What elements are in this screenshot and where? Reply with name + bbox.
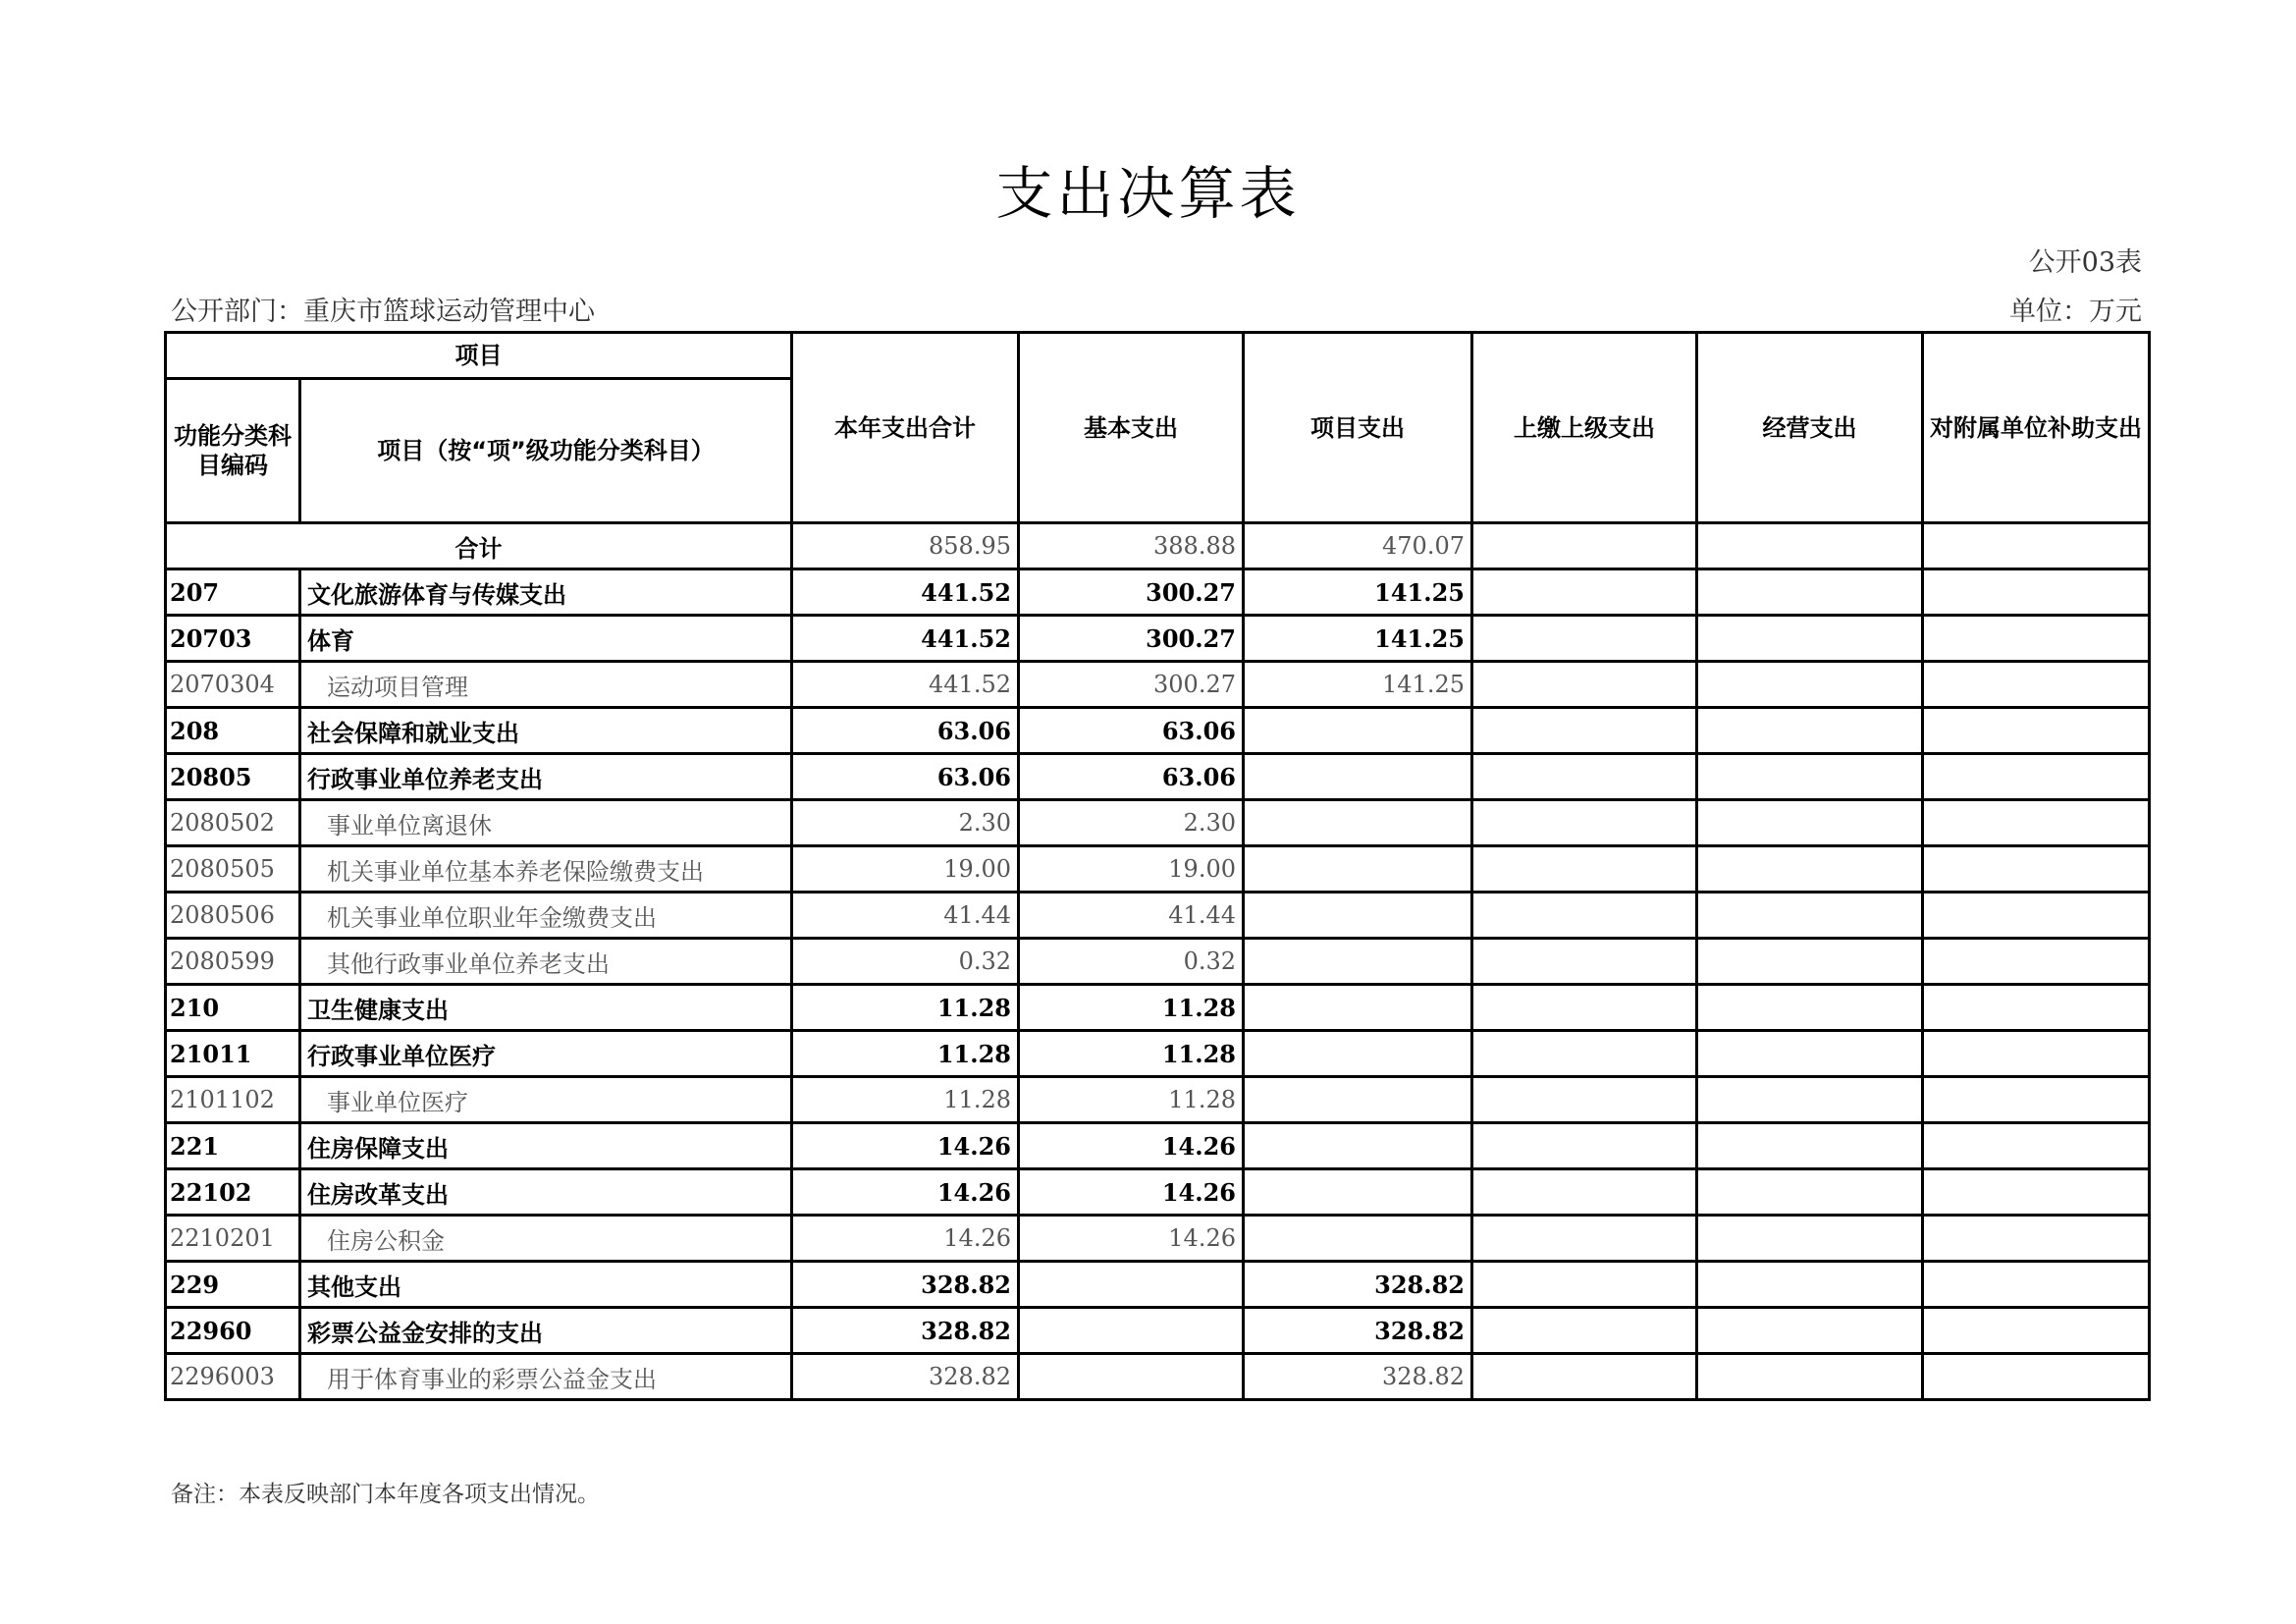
basic-cell: 388.88 [1019, 523, 1244, 569]
table-row [166, 1308, 2150, 1354]
total-cell: 63.06 [792, 754, 1019, 800]
business-cell [1697, 1077, 1923, 1123]
table-row [166, 1077, 2150, 1123]
subsidy-cell [1923, 939, 2150, 985]
project-cell: 470.07 [1244, 523, 1472, 569]
basic-cell: 11.28 [1019, 985, 1244, 1031]
name-cell: 住房改革支出 [300, 1169, 792, 1216]
upper-cell [1472, 1123, 1697, 1169]
project-cell: 141.25 [1244, 662, 1472, 708]
table-row [166, 846, 2150, 893]
total-row [166, 523, 2150, 569]
code-cell: 21011 [166, 1031, 300, 1077]
subsidy-cell [1923, 1216, 2150, 1262]
business-cell [1697, 1308, 1923, 1354]
subsidy-cell [1923, 662, 2150, 708]
business-cell [1697, 846, 1923, 893]
project-cell [1244, 1031, 1472, 1077]
name-cell: 文化旅游体育与传媒支出 [300, 569, 792, 616]
table-row [166, 616, 2150, 662]
name-cell: 住房保障支出 [300, 1123, 792, 1169]
total-cell: 63.06 [792, 708, 1019, 754]
basic-cell: 14.26 [1019, 1169, 1244, 1216]
business-cell [1697, 662, 1923, 708]
total-cell: 441.52 [792, 616, 1019, 662]
business-cell [1697, 800, 1923, 846]
upper-cell [1472, 662, 1697, 708]
basic-cell: 63.06 [1019, 754, 1244, 800]
code-cell: 221 [166, 1123, 300, 1169]
form-number: 公开03表 [2028, 247, 2142, 278]
upper-cell [1472, 893, 1697, 939]
code-cell: 22960 [166, 1308, 300, 1354]
header-business: 经营支出 [1697, 333, 1923, 523]
total-cell: 11.28 [792, 985, 1019, 1031]
name-cell: 用于体育事业的彩票公益金支出 [300, 1354, 792, 1400]
table-row [166, 800, 2150, 846]
total-cell: 858.95 [792, 523, 1019, 569]
business-cell [1697, 754, 1923, 800]
basic-cell: 2.30 [1019, 800, 1244, 846]
total-cell: 328.82 [792, 1308, 1019, 1354]
project-cell [1244, 985, 1472, 1031]
table-row [166, 1262, 2150, 1308]
name-cell: 事业单位离退休 [300, 800, 792, 846]
upper-cell [1472, 1031, 1697, 1077]
business-cell [1697, 569, 1923, 616]
table-row [166, 569, 2150, 616]
project-cell [1244, 1216, 1472, 1262]
subsidy-cell [1923, 616, 2150, 662]
project-cell: 141.25 [1244, 616, 1472, 662]
total-cell: 328.82 [792, 1354, 1019, 1400]
project-cell [1244, 893, 1472, 939]
business-cell [1697, 1031, 1923, 1077]
name-cell: 行政事业单位养老支出 [300, 754, 792, 800]
basic-cell [1019, 1262, 1244, 1308]
business-cell [1697, 985, 1923, 1031]
upper-cell [1472, 1308, 1697, 1354]
business-cell [1697, 1262, 1923, 1308]
table-row [166, 939, 2150, 985]
basic-cell: 300.27 [1019, 662, 1244, 708]
total-cell: 0.32 [792, 939, 1019, 985]
header-name: 项目（按“项”级功能分类科目） [300, 379, 792, 523]
name-cell: 其他行政事业单位养老支出 [300, 939, 792, 985]
upper-cell [1472, 569, 1697, 616]
header-total: 本年支出合计 [792, 333, 1019, 523]
name-cell: 行政事业单位医疗 [300, 1031, 792, 1077]
name-cell: 社会保障和就业支出 [300, 708, 792, 754]
subsidy-cell [1923, 1123, 2150, 1169]
subsidy-cell [1923, 846, 2150, 893]
basic-cell: 63.06 [1019, 708, 1244, 754]
table-row [166, 1169, 2150, 1216]
project-cell [1244, 846, 1472, 893]
upper-cell [1472, 523, 1697, 569]
subsidy-cell [1923, 569, 2150, 616]
code-cell: 2101102 [166, 1077, 300, 1123]
upper-cell [1472, 985, 1697, 1031]
basic-cell: 11.28 [1019, 1077, 1244, 1123]
department-label: 公开部门：重庆市篮球运动管理中心 [171, 297, 595, 327]
code-cell: 2210201 [166, 1216, 300, 1262]
subsidy-cell [1923, 708, 2150, 754]
business-cell [1697, 1216, 1923, 1262]
upper-cell [1472, 1354, 1697, 1400]
basic-cell: 300.27 [1019, 616, 1244, 662]
name-cell: 事业单位医疗 [300, 1077, 792, 1123]
upper-cell [1472, 939, 1697, 985]
unit-label: 单位：万元 [2009, 297, 2142, 327]
code-cell: 2070304 [166, 662, 300, 708]
subsidy-cell [1923, 1077, 2150, 1123]
total-cell: 2.30 [792, 800, 1019, 846]
table-row [166, 708, 2150, 754]
subsidy-cell [1923, 1262, 2150, 1308]
upper-cell [1472, 1169, 1697, 1216]
project-cell [1244, 1077, 1472, 1123]
name-cell: 机关事业单位职业年金缴费支出 [300, 893, 792, 939]
header-item-group: 项目 [166, 333, 792, 379]
expenditure-table [164, 331, 2151, 1401]
basic-cell [1019, 1354, 1244, 1400]
project-cell: 328.82 [1244, 1262, 1472, 1308]
name-cell: 住房公积金 [300, 1216, 792, 1262]
business-cell [1697, 616, 1923, 662]
total-cell: 14.26 [792, 1123, 1019, 1169]
subsidy-cell [1923, 754, 2150, 800]
table-row [166, 754, 2150, 800]
table-row [166, 985, 2150, 1031]
table-row [166, 662, 2150, 708]
upper-cell [1472, 800, 1697, 846]
table-row [166, 893, 2150, 939]
basic-cell: 300.27 [1019, 569, 1244, 616]
project-cell: 141.25 [1244, 569, 1472, 616]
project-cell [1244, 939, 1472, 985]
code-cell: 20805 [166, 754, 300, 800]
table-row [166, 1123, 2150, 1169]
basic-cell: 0.32 [1019, 939, 1244, 985]
total-cell: 441.52 [792, 662, 1019, 708]
code-cell: 207 [166, 569, 300, 616]
upper-cell [1472, 754, 1697, 800]
name-cell: 卫生健康支出 [300, 985, 792, 1031]
name-cell: 其他支出 [300, 1262, 792, 1308]
basic-cell: 14.26 [1019, 1123, 1244, 1169]
upper-cell [1472, 1077, 1697, 1123]
subsidy-cell [1923, 985, 2150, 1031]
total-cell: 14.26 [792, 1169, 1019, 1216]
table-row [166, 1031, 2150, 1077]
basic-cell [1019, 1308, 1244, 1354]
header-upper: 上缴上级支出 [1472, 333, 1697, 523]
subsidy-cell [1923, 893, 2150, 939]
business-cell [1697, 708, 1923, 754]
project-cell [1244, 754, 1472, 800]
total-cell: 441.52 [792, 569, 1019, 616]
upper-cell [1472, 846, 1697, 893]
project-cell [1244, 1123, 1472, 1169]
business-cell [1697, 1354, 1923, 1400]
total-cell: 19.00 [792, 846, 1019, 893]
header-basic: 基本支出 [1019, 333, 1244, 523]
code-cell: 22102 [166, 1169, 300, 1216]
subsidy-cell [1923, 1169, 2150, 1216]
total-cell: 14.26 [792, 1216, 1019, 1262]
code-cell: 20703 [166, 616, 300, 662]
upper-cell [1472, 1262, 1697, 1308]
basic-cell: 11.28 [1019, 1031, 1244, 1077]
page-title: 支出决算表 [995, 160, 1301, 227]
name-cell: 彩票公益金安排的支出 [300, 1308, 792, 1354]
upper-cell [1472, 1216, 1697, 1262]
total-cell: 328.82 [792, 1262, 1019, 1308]
project-cell [1244, 1169, 1472, 1216]
code-cell: 2080506 [166, 893, 300, 939]
name-cell: 机关事业单位基本养老保险缴费支出 [300, 846, 792, 893]
total-cell: 41.44 [792, 893, 1019, 939]
code-cell: 2080502 [166, 800, 300, 846]
header-project: 项目支出 [1244, 333, 1472, 523]
total-cell: 11.28 [792, 1077, 1019, 1123]
project-cell [1244, 708, 1472, 754]
basic-cell: 14.26 [1019, 1216, 1244, 1262]
subsidy-cell [1923, 800, 2150, 846]
project-cell: 328.82 [1244, 1308, 1472, 1354]
code-cell: 2296003 [166, 1354, 300, 1400]
basic-cell: 41.44 [1019, 893, 1244, 939]
code-cell: 2080505 [166, 846, 300, 893]
basic-cell: 19.00 [1019, 846, 1244, 893]
header-subsidy: 对附属单位补助支出 [1923, 333, 2150, 523]
subsidy-cell [1923, 1308, 2150, 1354]
business-cell [1697, 893, 1923, 939]
code-cell: 208 [166, 708, 300, 754]
business-cell [1697, 939, 1923, 985]
name-cell: 运动项目管理 [300, 662, 792, 708]
total-label: 合计 [166, 523, 792, 569]
upper-cell [1472, 708, 1697, 754]
project-cell: 328.82 [1244, 1354, 1472, 1400]
footnote: 备注：本表反映部门本年度各项支出情况。 [171, 1482, 600, 1507]
total-cell: 11.28 [792, 1031, 1019, 1077]
business-cell [1697, 1123, 1923, 1169]
table-row [166, 1354, 2150, 1400]
name-cell: 体育 [300, 616, 792, 662]
subsidy-cell [1923, 1354, 2150, 1400]
subsidy-cell [1923, 1031, 2150, 1077]
header-code: 功能分类科目编码 [166, 379, 300, 523]
project-cell [1244, 800, 1472, 846]
code-cell: 210 [166, 985, 300, 1031]
business-cell [1697, 1169, 1923, 1216]
code-cell: 229 [166, 1262, 300, 1308]
upper-cell [1472, 616, 1697, 662]
table-row [166, 1216, 2150, 1262]
subsidy-cell [1923, 523, 2150, 569]
code-cell: 2080599 [166, 939, 300, 985]
business-cell [1697, 523, 1923, 569]
